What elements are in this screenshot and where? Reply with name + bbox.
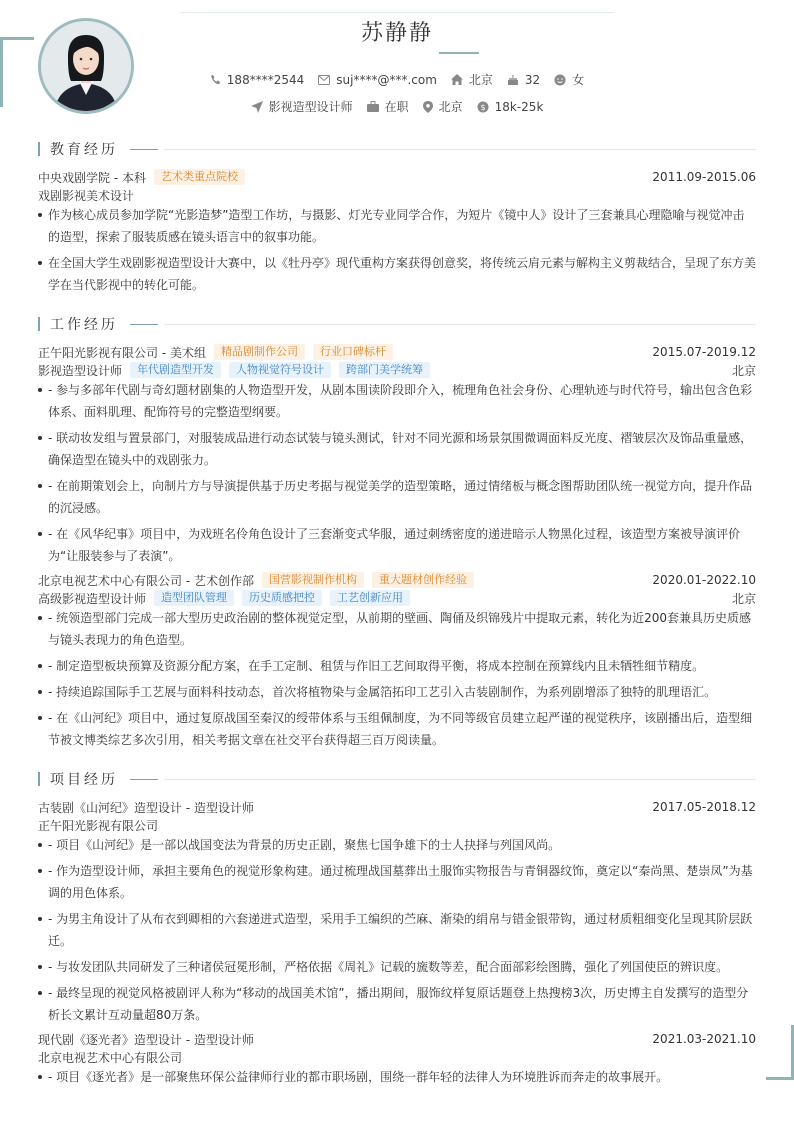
bullet-text: - 与妆发团队共同研发了三种诸侯冠冕形制，严格依据《周礼》记载的旒数等差，配合面部彩绘图腾，强化了列国使臣的辨识度。 bbox=[48, 960, 729, 974]
section-title-education bbox=[38, 140, 756, 158]
company-tag: 国营影视制作机构 bbox=[262, 572, 364, 588]
bullet-dot bbox=[38, 436, 42, 440]
work-bullets bbox=[38, 607, 756, 755]
company-tag: 重大题材创作经验 bbox=[372, 572, 474, 588]
bullet-dot bbox=[38, 965, 42, 969]
section-title-projects bbox=[38, 770, 756, 788]
status-text: 在职 bbox=[384, 100, 409, 114]
education-major-row bbox=[38, 186, 756, 204]
list-item bbox=[38, 707, 756, 751]
email-text: suj****@***.com bbox=[336, 72, 437, 87]
section-title-text: 项目经历 bbox=[50, 772, 118, 788]
bullet-dot bbox=[38, 261, 42, 265]
bullet-dot bbox=[38, 869, 42, 873]
bullet-text: - 参与多部年代剧与奇幻题材剧集的人物造型开发，从剧本围读阶段即介入，梳理角色社会身份、心理轨迹与时代符号，输出包含色彩体系、面料肌理、配饰符号的完整造型纲要。 bbox=[48, 383, 753, 419]
project-date: 2017.05-2018.12 bbox=[652, 800, 756, 814]
project-bullets bbox=[38, 834, 756, 1030]
bullet-text: - 在前期策划会上，向制片方与导演提供基于历史考据与视觉美学的造型策略，通过情绪板与概念图帮助团队统一视觉方向，提升作品的沉浸感。 bbox=[48, 479, 753, 515]
work-role-row bbox=[38, 589, 756, 607]
work-bullets bbox=[38, 379, 756, 571]
bullet-dot bbox=[38, 484, 42, 488]
company-tag: 精品剧制作公司 bbox=[214, 344, 305, 360]
position-item bbox=[251, 98, 353, 115]
bullet-text: - 持续追踪国际手工艺展与面料科技动态，首次将植物染与金属箔拓印工艺引入古装剧制作，为系列剧增添了独特的肌理语汇。 bbox=[48, 685, 717, 699]
gender-item bbox=[554, 71, 584, 88]
list-item bbox=[38, 252, 756, 296]
role-tag: 人物视觉符号设计 bbox=[229, 362, 331, 378]
header-top-line bbox=[180, 12, 614, 13]
list-item bbox=[38, 379, 756, 423]
location-text: 北京 bbox=[468, 73, 493, 87]
contact-info-row bbox=[0, 71, 794, 88]
education-bullets bbox=[38, 204, 756, 300]
bullet-dot bbox=[38, 690, 42, 694]
work-location: 北京 bbox=[731, 363, 756, 378]
smiley-icon bbox=[554, 74, 566, 86]
list-item bbox=[38, 475, 756, 519]
location-item bbox=[451, 71, 493, 88]
work-role-row bbox=[38, 361, 756, 379]
bullet-text: - 为男主角设计了从布衣到卿相的六套递进式造型，采用手工编织的苎麻、渐染的绢帛与错金银带钩，通过材质粗细变化呈现其阶层跃迁。 bbox=[48, 912, 753, 948]
bullet-text: 作为核心成员参加学院“光影造梦”造型工作坊，与摄影、灯光专业同学合作，为短片《镜中人》设计了三套兼具心理隐喻与视觉冲击的造型，探索了服装质感在镜头语言中的叙事功能。 bbox=[48, 208, 745, 244]
work-date: 2015.07-2019.12 bbox=[652, 345, 756, 359]
bullet-dot bbox=[38, 532, 42, 536]
home-icon bbox=[451, 74, 463, 85]
company-tag: 行业口碑标杆 bbox=[313, 344, 393, 360]
job-role: 高级影视造型设计师 bbox=[38, 591, 147, 606]
school-tag: 艺术类重点院校 bbox=[154, 169, 245, 185]
bullet-dot bbox=[38, 917, 42, 921]
bullet-text: - 制定造型板块预算及资源分配方案，在手工定制、租赁与作旧工艺间取得平衡，将成本控制在预算线内且未牺牲细节精度。 bbox=[48, 659, 705, 673]
bullet-text: - 最终呈现的视觉风格被剧评人称为“移动的战国美术馆”，播出期间，服饰纹样复原话题登上热搜榜3次，历史博主自发撰写的造型分析长文累计互动量超80万条。 bbox=[48, 986, 749, 1022]
bullet-dot bbox=[38, 843, 42, 847]
cake-icon bbox=[507, 74, 519, 86]
section-short-line bbox=[130, 779, 158, 780]
section-short-line bbox=[130, 324, 158, 325]
education-date: 2011.09-2015.06 bbox=[652, 170, 756, 184]
school-name: 中央戏剧学院 - 本科 bbox=[38, 170, 146, 185]
candidate-name: 苏静静 bbox=[360, 21, 433, 46]
list-item bbox=[38, 427, 756, 471]
position-text: 影视造型设计师 bbox=[268, 100, 353, 114]
section-bar bbox=[38, 142, 40, 156]
section-title-work bbox=[38, 315, 756, 333]
role-tag: 年代剧造型开发 bbox=[130, 362, 221, 378]
section-divider bbox=[164, 149, 756, 150]
list-item bbox=[38, 607, 756, 651]
work-header bbox=[38, 343, 756, 361]
project-org: 北京电视艺术中心有限公司 bbox=[38, 1050, 183, 1065]
bullet-dot bbox=[38, 716, 42, 720]
project-org-row bbox=[38, 1048, 756, 1066]
name-underline bbox=[439, 52, 479, 54]
email-item bbox=[318, 71, 437, 88]
bullet-text: - 项目《山河纪》是一部以战国变法为背景的历史正剧，聚焦七国争雄下的士人抉择与列国风尚。 bbox=[48, 838, 561, 852]
role-tag: 跨部门美学统筹 bbox=[339, 362, 430, 378]
education-major: 戏剧影视美术设计 bbox=[38, 188, 135, 203]
age-item bbox=[507, 71, 540, 88]
age-text: 32 bbox=[524, 72, 541, 87]
role-tag: 历史质感把控 bbox=[242, 590, 322, 606]
list-item bbox=[38, 860, 756, 904]
job-role: 影视造型设计师 bbox=[38, 363, 123, 378]
bullet-text: 在全国大学生戏剧影视造型设计大赛中，以《牡丹亭》现代重构方案获得创意奖，将传统云肩元素与解构主义剪裁结合，呈现了东方美学在当代影视中的转化可能。 bbox=[48, 256, 757, 292]
section-bar bbox=[38, 772, 40, 786]
section-divider bbox=[164, 324, 756, 325]
svg-text:$: $ bbox=[480, 102, 486, 112]
bullet-dot bbox=[38, 991, 42, 995]
work-location: 北京 bbox=[731, 591, 756, 606]
bullet-text: - 项目《逐光者》是一部聚焦环保公益律师行业的都市职场剧，围绕一群年轻的法律人为环境胜诉而奔走的故事展开。 bbox=[48, 1070, 669, 1084]
location-pin-icon bbox=[423, 101, 433, 113]
work-header bbox=[38, 571, 756, 589]
work-date: 2020.01-2022.10 bbox=[652, 573, 756, 587]
bullet-dot bbox=[38, 664, 42, 668]
section-title-text: 教育经历 bbox=[50, 142, 118, 158]
bullet-dot bbox=[38, 388, 42, 392]
salary-text: 18k-25k bbox=[494, 99, 544, 114]
send-icon bbox=[251, 101, 263, 113]
corner-decoration-bottom-right bbox=[766, 1025, 794, 1080]
project-header bbox=[38, 1030, 756, 1048]
role-tag: 工艺创新应用 bbox=[330, 590, 410, 606]
list-item bbox=[38, 982, 756, 1026]
list-item bbox=[38, 956, 756, 978]
project-org-row bbox=[38, 816, 756, 834]
company-name: 北京电视艺术中心有限公司 - 艺术创作部 bbox=[38, 573, 254, 588]
bullet-dot bbox=[38, 1075, 42, 1079]
role-tag: 造型团队管理 bbox=[154, 590, 234, 606]
status-item bbox=[367, 98, 409, 115]
project-date: 2021.03-2021.10 bbox=[652, 1032, 756, 1046]
bullet-text: - 在《风华纪事》项目中，为戏班名伶角色设计了三套渐变式华服，通过刺绣密度的递进暗示人物黑化过程，该造型方案被导演评价为“让服装参与了表演”。 bbox=[48, 527, 741, 563]
section-short-line bbox=[130, 149, 158, 150]
list-item bbox=[38, 908, 756, 952]
bullet-text: - 在《山河纪》项目中，通过复原战国至秦汉的绶带体系与玉组佩制度，为不同等级官员建立起严谨的视觉秩序，该剧播出后，造型细节被文博类综艺多次引用，相关考据文章在社交平台获得超三百万阅读量。 bbox=[48, 711, 753, 747]
salary-item bbox=[477, 98, 544, 115]
phone-icon bbox=[210, 74, 221, 85]
bullet-dot bbox=[38, 616, 42, 620]
section-title-text: 工作经历 bbox=[50, 317, 118, 333]
phone-text: 188****2544 bbox=[226, 72, 305, 87]
list-item bbox=[38, 681, 756, 703]
project-org: 正午阳光影视有限公司 bbox=[38, 818, 159, 833]
project-title: 现代剧《逐光者》造型设计 - 造型设计师 bbox=[38, 1032, 254, 1047]
project-title: 古装剧《山河纪》造型设计 - 造型设计师 bbox=[38, 800, 254, 815]
city-text: 北京 bbox=[438, 100, 463, 114]
mail-icon bbox=[318, 75, 330, 85]
bullet-dot bbox=[38, 213, 42, 217]
list-item bbox=[38, 834, 756, 856]
city-item bbox=[423, 98, 463, 115]
list-item bbox=[38, 204, 756, 248]
money-icon bbox=[477, 101, 489, 113]
project-header bbox=[38, 798, 756, 816]
job-intent-row bbox=[0, 98, 794, 115]
list-item bbox=[38, 523, 756, 567]
company-name: 正午阳光影视有限公司 - 美术组 bbox=[38, 345, 206, 360]
section-divider bbox=[164, 779, 756, 780]
bullet-text: - 联动妆发组与置景部门，对服装成品进行动态试装与镜头测试，针对不同光源和场景氛围微调面料反光度、褶皱层次及饰品重量感，确保造型在镜头中的戏剧张力。 bbox=[48, 431, 753, 467]
project-bullets bbox=[38, 1066, 756, 1092]
list-item bbox=[38, 655, 756, 677]
briefcase-icon bbox=[367, 101, 379, 112]
phone-item bbox=[210, 71, 304, 88]
list-item bbox=[38, 1066, 756, 1088]
gender-text: 女 bbox=[572, 73, 585, 87]
section-bar bbox=[38, 317, 40, 331]
bullet-text: - 作为造型设计师，承担主要角色的视觉形象构建。通过梳理战国墓葬出土服饰实物报告与青铜器纹饰，奠定以“秦尚黑、楚崇凤”为基调的用色体系。 bbox=[48, 864, 753, 900]
education-header bbox=[38, 168, 756, 186]
bullet-text: - 统领造型部门完成一部大型历史政治剧的整体视觉定型，从前期的壁画、陶俑及织锦残片中提取元素，转化为近200套兼具历史质感与镜头表现力的角色造型。 bbox=[48, 611, 752, 647]
